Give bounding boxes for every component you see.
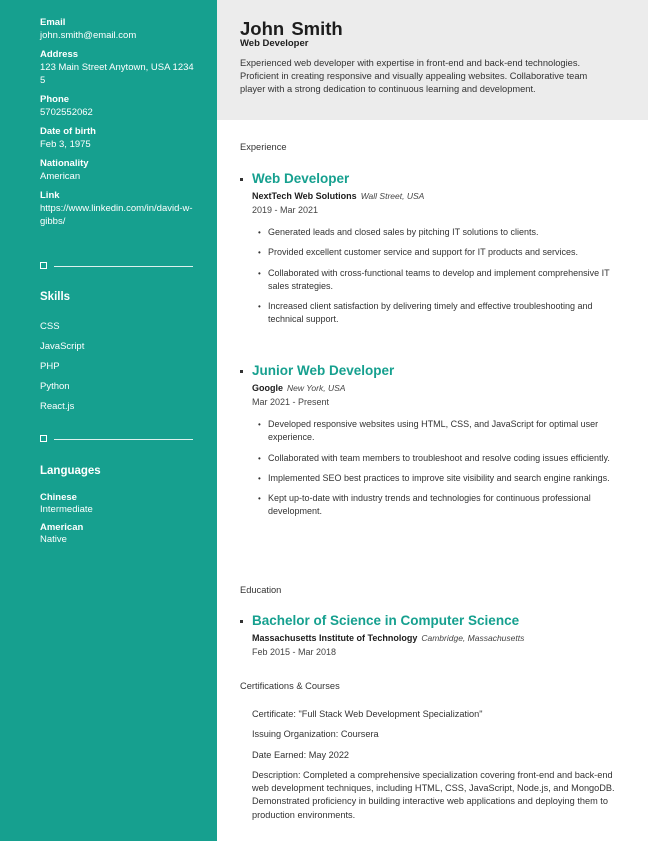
dob-label: Date of birth — [40, 126, 96, 137]
job-title: Web Developer — [252, 171, 350, 186]
phone-label: Phone — [40, 94, 70, 105]
resume-header — [217, 0, 648, 120]
bullet-icon — [240, 620, 243, 623]
school-location: Cambridge, Massachusetts — [421, 633, 525, 643]
duty-item: • Provided excellent customer service and support for IT products and services. — [256, 246, 626, 259]
job-entry — [240, 363, 630, 526]
job-dates: 2019 - Mar 2021 — [252, 205, 319, 215]
skill-item: JavaScript — [40, 341, 85, 352]
education-entry — [240, 613, 630, 658]
language-name: American — [40, 522, 84, 533]
address-label: Address — [40, 49, 79, 60]
language-level: Native — [40, 534, 67, 545]
duty-item: • Kept up-to-date with industry trends and technologies for continuous professional development. — [256, 492, 626, 519]
contact-info — [40, 17, 200, 235]
bullet-icon — [240, 370, 243, 373]
phone-value: 5702552062 — [40, 107, 93, 118]
divider-square-icon — [40, 435, 47, 442]
skill-item: PHP — [40, 361, 60, 372]
main-content — [217, 120, 648, 841]
duty-item: • Implemented SEO best practices to improve site visibility and search engine rankings. — [256, 472, 626, 485]
divider-square-icon — [40, 262, 47, 269]
bullet-icon — [240, 178, 243, 181]
divider-2 — [40, 435, 193, 443]
nationality-label: Nationality — [40, 158, 89, 169]
certification-entry — [252, 708, 627, 829]
duty-item: • Collaborated with cross-functional teams to develop and implement comprehensive IT sales strategies. — [256, 267, 626, 294]
certificate-date: Date Earned: May 2022 — [252, 749, 350, 760]
language-level: Intermediate — [40, 504, 93, 515]
summary-text: Experienced web developer with expertise in front-end and back-end technologies. Proficient in creating responsive and visually appealing websites. Collaborative team player with a strong dedication to continuous learning and development. — [240, 58, 588, 95]
job-entry — [240, 171, 630, 334]
skills-list — [40, 321, 84, 421]
education-dates: Feb 2015 - Mar 2018 — [252, 647, 337, 657]
company-name: Google — [252, 383, 283, 393]
link-label: Link — [40, 190, 60, 201]
email-label: Email — [40, 17, 66, 28]
email-value[interactable]: john.smith@email.com — [40, 30, 137, 41]
job-location: Wall Street, USA — [360, 191, 425, 201]
certificate-organization: Issuing Organization: Coursera — [252, 729, 379, 740]
duty-list — [256, 418, 630, 519]
duty-item: • Generated leads and closed sales by pitching IT solutions to clients. — [256, 226, 626, 239]
education-heading: Education — [240, 585, 282, 595]
dob-value: Feb 3, 1975 — [40, 139, 91, 150]
skill-item: CSS — [40, 321, 60, 332]
person-name: John Smith — [240, 18, 343, 39]
duty-item: • Increased client satisfaction by delivering timely and effective troubleshooting and technical support. — [256, 300, 626, 327]
company-name: NextTech Web Solutions — [252, 191, 357, 201]
job-title: Junior Web Developer — [252, 363, 395, 378]
job-dates: Mar 2021 - Present — [252, 397, 330, 407]
duty-item: • Developed responsive websites using HTML, CSS, and JavaScript for optimal user experience. — [256, 418, 626, 445]
address-value: 123 Main Street Anytown, USA 1234 5 — [40, 62, 194, 86]
nationality-value: American — [40, 171, 81, 182]
duty-item: • Collaborated with team members to troubleshoot and resolve coding issues efficiently. — [256, 452, 626, 465]
school-name: Massachusetts Institute of Technology — [252, 633, 418, 643]
skills-heading: Skills — [40, 291, 71, 303]
linkedin-link[interactable]: https://www.linkedin.com/in/david-w-gibbs/ — [40, 203, 193, 227]
job-location: New York, USA — [287, 383, 346, 393]
language-name: Chinese — [40, 492, 77, 503]
languages-heading: Languages — [40, 465, 101, 477]
experience-heading: Experience — [240, 142, 287, 152]
languages-list — [40, 492, 93, 552]
certifications-heading: Certifications & Courses — [240, 681, 340, 691]
person-role: Web Developer — [240, 38, 309, 49]
skill-item: Python — [40, 381, 70, 392]
degree-title: Bachelor of Science in Computer Science — [252, 613, 520, 628]
certificate-name: Certificate: "Full Stack Web Development Specialization" — [252, 709, 483, 719]
divider-1 — [40, 262, 193, 270]
skill-item: React.js — [40, 401, 75, 412]
duty-list — [256, 226, 630, 327]
sidebar — [0, 0, 217, 841]
certificate-description: Description: Completed a comprehensive specialization covering front-end and back-end web development techniques, including HTML, CSS, JavaScript, Node.js, and MongoDB. Demonstrated proficiency in building interactive web applications and deploying them to production environments. — [252, 769, 615, 820]
